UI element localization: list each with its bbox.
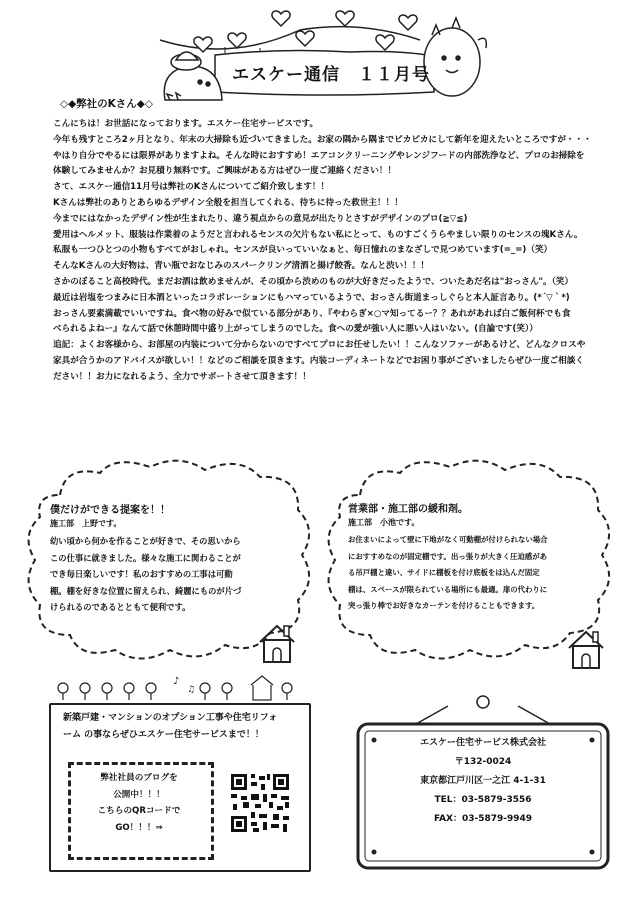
blog-line: GO！！！⇒ [115, 822, 163, 833]
body-line: そんなKさんの大好物は、青い瓶でおなじみのスパークリング清酒と揚げ餃香。なんと渋い！！！ [53, 261, 430, 272]
right-cloud-title: 営業部・施工部の緩和剤。 [348, 504, 468, 515]
body-line: Kさんは弊社のありとあらゆるデザイン全般を担当してくれる、待ちに待った救世主！！！ [53, 197, 403, 208]
company-address: 東京都江戸川区一之江 4-1-31 [420, 776, 546, 786]
left-cloud-title: 僕だけができる提案を！！ [50, 505, 170, 516]
right-cloud-line: る吊戸棚と違い、サイドに棚板を付け底板をは込んだ固定 [348, 568, 540, 577]
trees-decoration [55, 672, 305, 702]
heart-icon [399, 15, 417, 30]
heart-icon [194, 37, 212, 52]
article-body [53, 117, 613, 386]
mascot-left-icon [164, 52, 222, 100]
body-line: 今年も残すところ2ヶ月となり、年末の大掃除も近づいてきました。お家の隅から隅までピカピカにして新年を迎えたいところですが・・・ [53, 134, 592, 145]
heart-icon [272, 11, 290, 26]
house-icon [565, 626, 607, 672]
body-line: さて、エスケー通信11月号は弊社のKさんについてご紹介致します！！ [53, 182, 330, 193]
body-line: 私服も一つひとつの小物もすべてがおしゃれ。センスが良いっていいなぁと、毎日憧れのまなざしで見つめています(=_=)（笑） [53, 245, 553, 256]
music-note-icon: ♪ [173, 676, 180, 687]
company-info [370, 734, 596, 829]
blog-line: こちらのQRコードで [97, 806, 181, 816]
company-fax: FAX：03-5879-9949 [433, 814, 533, 824]
right-cloud-line: 棚は、スペースが限られている場所にも最適。扉の代わりに [348, 584, 548, 594]
qr-code-icon[interactable] [229, 772, 291, 834]
newsletter-title: エスケー通信 １１月号 [232, 65, 430, 85]
promo-line: 新築戸建・マンションのオプション工事や住宅リフォ [63, 713, 278, 723]
company-name: エスケー住宅サービス株式会社 [419, 738, 546, 748]
body-line: 今までにはなかったデザイン性が生まれたり、違う視点からの意見が出たりとさすがデザインのプロ(≧▽≦) [53, 213, 468, 224]
left-cloud-subtitle: 施工部 上野です。 [50, 519, 122, 528]
blog-line: 弊社社員のブログを [100, 773, 178, 783]
left-cloud-line: けられるのであるとともて便利です。 [50, 602, 191, 612]
house-icon [256, 620, 298, 666]
body-line: 追記：よくお客様から、お部屋の内装について分からないのですべてプロにお任せしたい！！こんなソファーがあるけど、どんなクロスや [53, 340, 586, 351]
right-cloud-subtitle: 施工部 小池です。 [348, 518, 420, 527]
left-cloud-line: この仕事に就きました。様々な施工に関わることが [50, 552, 241, 563]
heart-icon [228, 33, 246, 48]
music-note-icon: ♫ [187, 685, 196, 695]
promo-text [63, 710, 277, 744]
body-line: 家具が合うかのアドバイスが欲しい！！などのご相談を頂きます。内装コーディネートなどでお困り事がございましたらぜひ一度ご相談く [53, 355, 584, 366]
left-cloud-content [50, 501, 241, 616]
section-heading: ◇◆弊社のKさん◆◇ [60, 98, 153, 110]
body-line: 愛用はヘルメット、服装は作業着のようだと言われるセンスの欠片もない私にとって、ものすごくうらやましい限りのセンスの塊Kさん。 [53, 229, 583, 240]
right-cloud-content [348, 500, 548, 615]
heart-icon [336, 11, 354, 26]
blog-line: 公開中！！！ [113, 789, 165, 800]
body-line: 体験してみませんか？お見積り無料です。ご興味がある方はぜひ一度ご連絡ください！！ [53, 166, 397, 177]
heart-icon [376, 35, 394, 50]
right-cloud-line: におすすめなのが固定棚です。出っ張りが大きく圧迫感があ [348, 551, 548, 561]
left-cloud-line: 幼い頃から何かを作ることが好きで、その思いから [50, 536, 241, 546]
body-line: 最近は岩塩をつまみに日本酒といったコラボレーションにもハマっているようで、おっさん街道まっしぐらと本人証言あり。(*´▽｀*) [53, 292, 570, 303]
body-line: ださい！！お力になれるよう、全力でサポートさせて頂きます！！ [53, 371, 311, 382]
body-line: さかのぼること高校時代。まだお酒は飲めませんが、その頃から渋めのものが大好きだったようで、ついたあだ名は"おっさん"。（笑） [53, 276, 574, 287]
promo-line: ーム の事ならぜひエスケー住宅サービスまで！！ [63, 730, 264, 740]
right-cloud-line: お住まいによって壁に下地がなく可動棚が付けられない場合 [348, 535, 548, 544]
body-line: こんにちは！お世話になっております。エスケー住宅サービスです。 [53, 119, 319, 129]
left-cloud-line: 棚。棚を好きな位置に留えられ、綺麗にものが片づ [50, 585, 242, 596]
body-line: おっさん要素満載でいいですね。食べ物の好みで似ている部分があり、『やわらぎ×○マ知ってるー？？あれがあれば白ご飯何杯でも食 [53, 308, 571, 319]
company-tel: TEL：03-5879-3556 [434, 795, 532, 805]
heart-icon [296, 31, 314, 46]
right-cloud-line: 突っ張り棒でお好きなカーテンを付けることもできます。 [348, 601, 540, 610]
body-line: やはり自分でやるには限界がありますよね。そんな時におすすめ！エアコンクリーニングやレンジフードの内部洗浄など、プロのお掃除を [53, 150, 585, 161]
blog-callout-text [70, 770, 208, 836]
mascot-right-icon [424, 18, 486, 96]
left-cloud-line: でき毎日楽しいです！私のおすすめの工事は可動 [50, 569, 233, 579]
body-line: べられるよねー』なんて話で休憩時間中盛り上がってしまうのでした。食への愛が強い人に悪い人はいない。(自論です(笑）） [53, 324, 538, 335]
company-postal: 〒132-0024 [454, 757, 512, 767]
